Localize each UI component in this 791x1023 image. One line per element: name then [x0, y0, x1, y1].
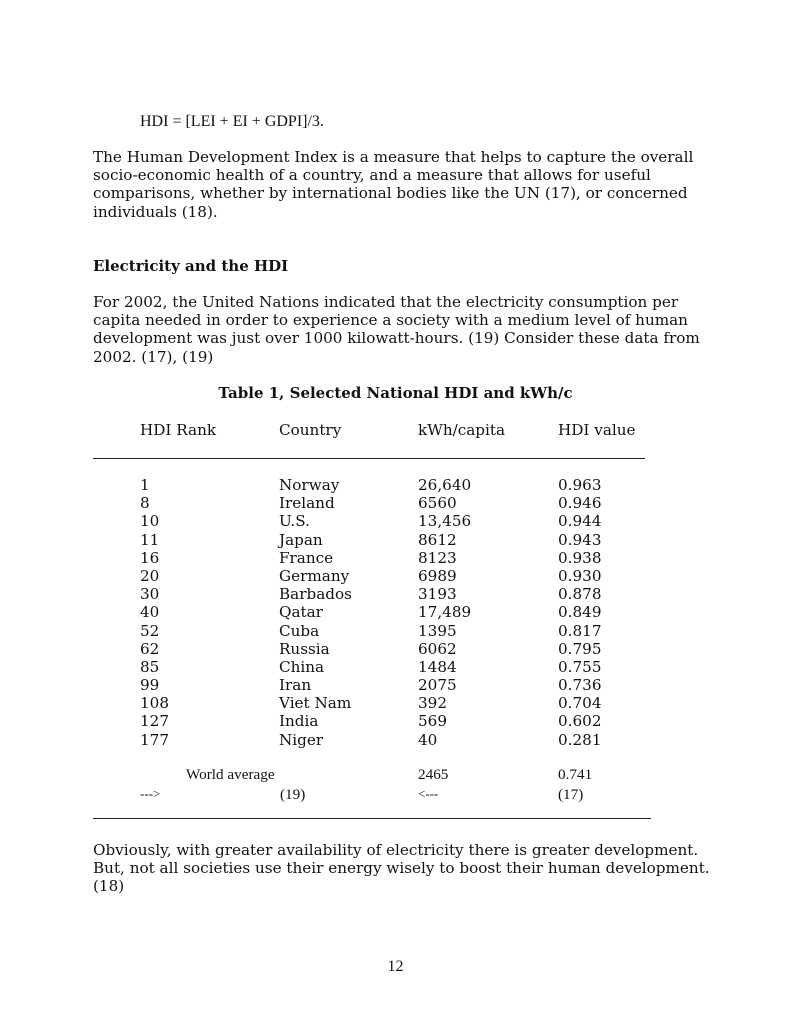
- cell-kwh: 6989: [418, 566, 457, 585]
- cell-country: Ireland: [279, 494, 335, 513]
- cell-rank: 99: [140, 676, 160, 695]
- cell-rank: 8: [140, 494, 150, 513]
- cell-kwh: 2075: [418, 676, 457, 695]
- table-row: [0, 603, 791, 621]
- cell-rank: 177: [140, 730, 169, 749]
- cell-hdi: 0.736: [558, 676, 602, 695]
- cell-rank: 30: [140, 585, 160, 604]
- cell-country: Norway: [279, 476, 340, 494]
- cell-hdi: 0.602: [558, 712, 602, 731]
- table-row: [0, 658, 791, 676]
- cell-rank: 108: [140, 694, 169, 713]
- table-header-divider: [93, 458, 645, 459]
- table-row: [0, 494, 791, 512]
- cell-rank: 1: [140, 476, 150, 494]
- column-header-kwh: kWh/capita: [418, 421, 506, 439]
- cell-hdi: 0.817: [558, 621, 602, 640]
- cell-kwh: 8612: [418, 530, 457, 549]
- table-row: [0, 585, 791, 603]
- column-header-hdi-value: HDI value: [558, 421, 636, 439]
- table-row: [0, 531, 791, 549]
- cell-hdi: 0.795: [558, 639, 602, 658]
- cell-rank: 127: [140, 712, 169, 731]
- cell-rank: 10: [140, 512, 160, 531]
- world-average-hdi: 0.741: [558, 766, 593, 783]
- cell-hdi: 0.755: [558, 657, 602, 676]
- cell-rank: 85: [140, 657, 160, 676]
- cell-country: China: [279, 657, 325, 676]
- cell-country: Viet Nam: [279, 694, 352, 713]
- hdi-formula: HDI = [LEI + EI + GDPI]/3.: [140, 113, 324, 130]
- table-row: [0, 512, 791, 530]
- column-header-hdi-rank: HDI Rank: [140, 421, 217, 439]
- cell-country: Qatar: [279, 603, 323, 622]
- cell-hdi: 0.704: [558, 694, 602, 713]
- table-row: [0, 549, 791, 567]
- cell-rank: 62: [140, 639, 160, 658]
- cell-kwh: 1395: [418, 621, 457, 640]
- kwh-source-ref: (19): [280, 786, 306, 803]
- table-row: [0, 567, 791, 585]
- cell-kwh: 13,456: [418, 512, 472, 531]
- table-row: [0, 712, 791, 730]
- cell-rank: 16: [140, 548, 160, 567]
- arrow-right: --->: [140, 786, 161, 801]
- cell-hdi: 0.938: [558, 548, 602, 567]
- cell-kwh: 40: [418, 730, 438, 749]
- cell-country: U.S.: [279, 512, 310, 531]
- cell-kwh: 1484: [418, 657, 457, 676]
- cell-rank: 11: [140, 530, 160, 549]
- cell-country: Niger: [279, 730, 324, 749]
- cell-country: Russia: [279, 639, 330, 658]
- cell-kwh: 569: [418, 712, 447, 731]
- paragraph-hdi-description: The Human Development Index is a measure that helps to capture the overall socio-economic health of a country, and a measure that allows for useful comparisons, whether by international bodies like the UN (17), or concerned individuals (18).: [93, 148, 694, 221]
- cell-hdi: 0.946: [558, 494, 602, 513]
- table-row: [0, 640, 791, 658]
- world-average-kwh: 2465: [418, 766, 449, 783]
- cell-hdi: 0.849: [558, 603, 602, 622]
- column-header-country: Country: [279, 421, 342, 439]
- cell-hdi: 0.944: [558, 512, 602, 531]
- table-body: [0, 476, 791, 749]
- cell-kwh: 6062: [418, 639, 457, 658]
- cell-rank: 52: [140, 621, 160, 640]
- table-row: [0, 622, 791, 640]
- table-row: [0, 476, 791, 494]
- table-row: [0, 731, 791, 749]
- table-row: [0, 676, 791, 694]
- arrow-left: <---: [418, 786, 439, 801]
- cell-hdi: 0.943: [558, 530, 602, 549]
- paragraph-electricity: For 2002, the United Nations indicated that the electricity consumption per capita needed in order to experience a society with a medium level of human development was just over 1000 kilowatt-hours. (19) Consider these data from 2002. (17), (19): [93, 293, 700, 366]
- cell-hdi: 0.930: [558, 566, 602, 585]
- cell-country: France: [279, 548, 334, 567]
- cell-kwh: 3193: [418, 585, 457, 604]
- cell-country: Barbados: [279, 585, 352, 604]
- cell-kwh: 17,489: [418, 603, 472, 622]
- cell-kwh: 392: [418, 694, 447, 713]
- cell-rank: 40: [140, 603, 160, 622]
- page-number: 12: [387, 958, 404, 975]
- cell-country: India: [279, 712, 319, 731]
- paragraph-conclusion: Obviously, with greater availability of electricity there is greater development. But, not all societies use their energy wisely to boost their human development. (18): [93, 841, 710, 896]
- cell-hdi: 0.963: [558, 476, 602, 494]
- hdi-source-ref: (17): [558, 786, 584, 803]
- cell-country: Germany: [279, 566, 350, 585]
- cell-country: Japan: [279, 530, 323, 549]
- table-title: Table 1, Selected National HDI and kWh/c: [218, 384, 573, 402]
- table-row: [0, 694, 791, 712]
- section-heading: Electricity and the HDI: [93, 257, 289, 275]
- cell-country: Cuba: [279, 621, 320, 640]
- cell-country: Iran: [279, 676, 312, 695]
- cell-kwh: 6560: [418, 494, 457, 513]
- cell-hdi: 0.878: [558, 585, 602, 604]
- cell-hdi: 0.281: [558, 730, 602, 749]
- table-bottom-divider: [93, 818, 651, 819]
- cell-kwh: 26,640: [418, 476, 472, 494]
- cell-kwh: 8123: [418, 548, 457, 567]
- world-average-label: World average: [186, 766, 275, 783]
- cell-rank: 20: [140, 566, 160, 585]
